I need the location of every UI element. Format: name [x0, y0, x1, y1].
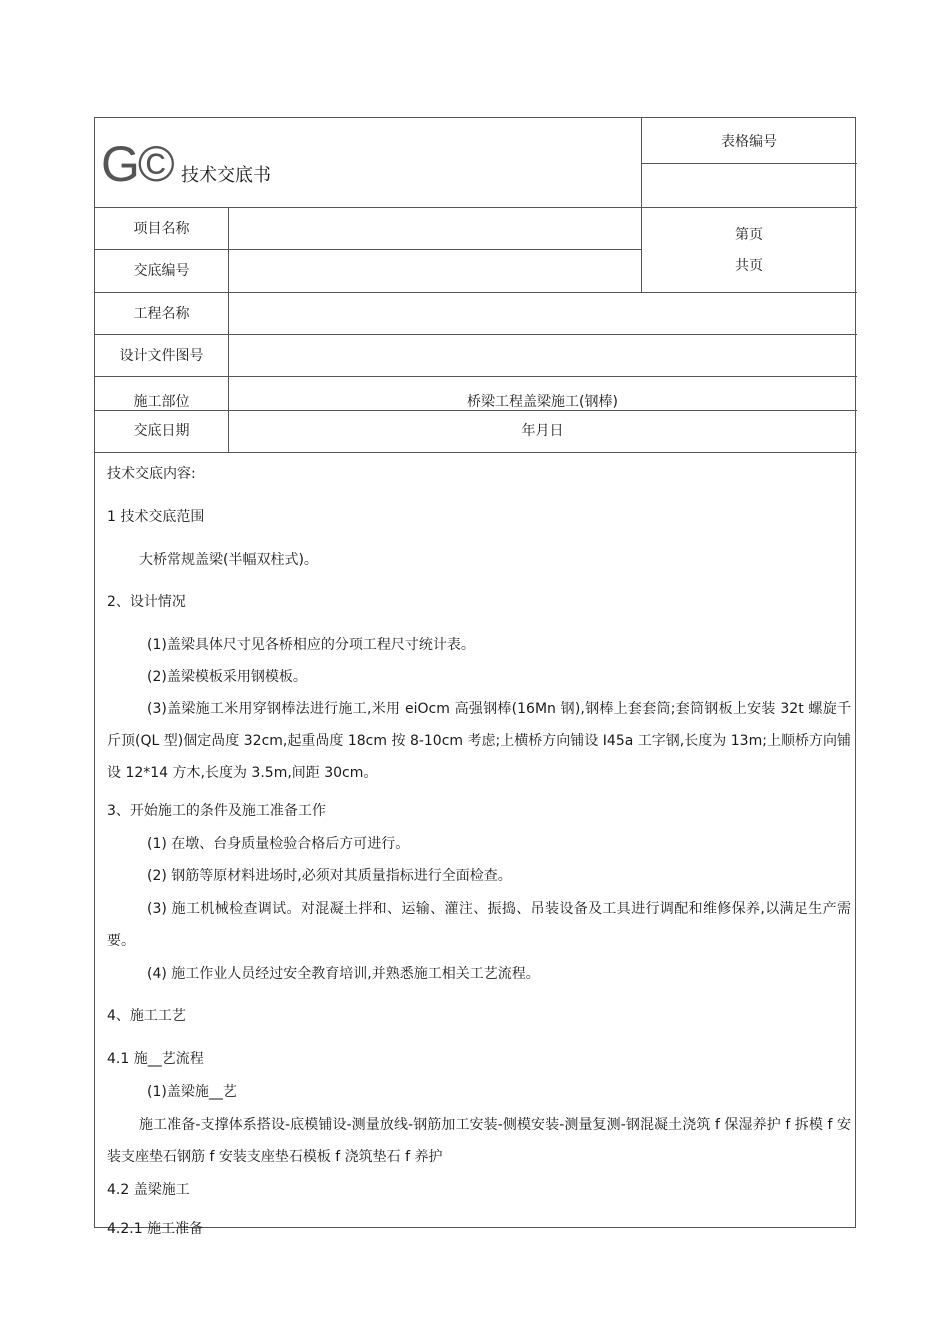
divider [95, 249, 641, 250]
divider [95, 292, 857, 293]
project-name-label: 项目名称 [133, 221, 190, 237]
engineering-name-label: 工程名称 [133, 306, 190, 322]
divider [95, 334, 857, 335]
company-logo: G© [101, 136, 173, 192]
section-4-1-process-flow: 施工准备-支撑体系搭设-底模铺设-测量放线-钢筋加工安装-侧模安装-测量复测-钢混凝土浇筑 f 保湿养护 f 拆模 f 安装支座垫石钢筋 f 安装支座垫石模板 f 浇筑垫石 f 养护 [107, 1117, 851, 1165]
document-title: 技术交底书 [181, 165, 271, 186]
divider [228, 207, 229, 452]
section-4-title: 4、施工工艺 [107, 1008, 186, 1024]
form-number-label: 表格编号 [721, 134, 777, 150]
construction-part-value: 桥梁工程盖梁施工(钢棒) [467, 394, 618, 410]
section-3-item-4: (4) 施工作业人员经过安全教育培训,并熟悉施工相关工艺流程。 [147, 966, 540, 982]
section-2-item-2: (2)盖梁模板采用钢模板。 [147, 669, 307, 685]
section-3-item-3: (3) 施工机械检查调试。对混凝土拌和、运输、灌注、振捣、吊装设备及工具进行调配和维修保养,以满足生产需要。 [107, 901, 851, 949]
section-3-title: 3、开始施工的条件及施工准备工作 [107, 803, 326, 819]
section-4-2-1-title: 4.2.1 施工准备 [107, 1221, 204, 1237]
page-number-label: 第页 [735, 227, 763, 243]
section-2-title: 2、设计情况 [107, 594, 186, 610]
divider [95, 207, 857, 208]
construction-part-label: 施工部位 [133, 394, 190, 410]
section-1-text: 大桥常规盖梁(半幅双柱式)。 [139, 552, 318, 568]
disclosure-date-label: 交底日期 [133, 423, 190, 439]
disclosure-form [94, 117, 856, 1237]
disclosure-number-label: 交底编号 [133, 263, 190, 279]
section-2-item-1: (1)盖梁具体尺寸见各桥相应的分项工程尺寸统计表。 [147, 637, 475, 653]
divider [95, 452, 857, 453]
divider [95, 376, 857, 377]
total-pages-label: 共页 [735, 258, 763, 274]
section-3-item-1: (1) 在墩、台身质量检验合格后方可进行。 [147, 836, 410, 852]
section-4-1-subtitle: (1)盖梁施__艺 [147, 1084, 237, 1100]
section-4-2-title: 4.2 盖梁施工 [107, 1182, 190, 1198]
section-3-item-2: (2) 钢筋等原材料进场时,必须对其质量指标进行全面检查。 [147, 868, 512, 884]
section-2-item-3: (3)盖梁施工米用穿钢棒法进行施工,米用 eiOcm 高强钢棒(16Mn 钢),钢棒上套套筒;套筒钢板上安装 32t 螺旋千斤顶(QL 型)個定咼度 32cm,起重咼度 18cm 按 8-10cm 考虑;上横桥方向铺设 I45a 工字钢,长度为 13m;上顺桥方向铺设 12*14 方木,长度为 3.5m,间距 30cm。 [107, 701, 851, 781]
content-heading: 技术交底内容: [107, 466, 196, 482]
divider [641, 163, 857, 164]
section-1-title: 1 技术交底范围 [107, 509, 205, 525]
section-4-1-title: 4.1 施__艺流程 [107, 1051, 204, 1067]
design-drawing-label: 设计文件图号 [119, 348, 204, 364]
disclosure-date-value: 年月日 [521, 423, 564, 439]
